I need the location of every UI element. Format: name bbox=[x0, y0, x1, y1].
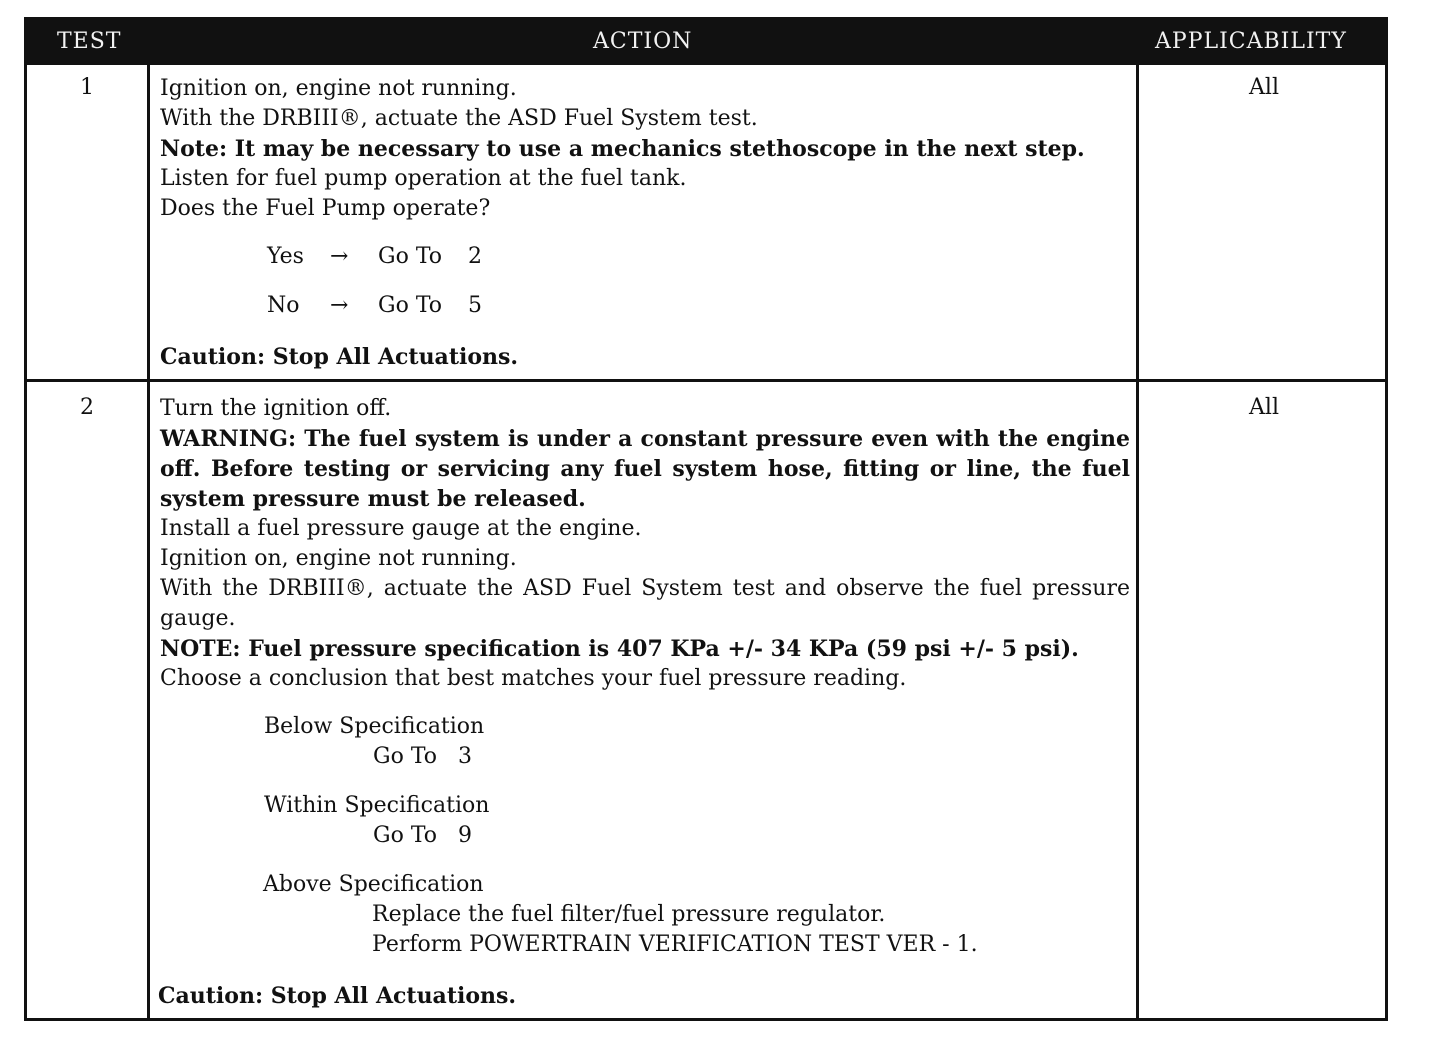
choice-goto: Go To bbox=[378, 244, 443, 269]
table-header bbox=[27, 20, 1385, 64]
conclusion-label: Below Specification bbox=[264, 714, 485, 739]
row-2-test-number: 2 bbox=[80, 395, 94, 420]
choice-target: 5 bbox=[468, 293, 482, 318]
arrow-icon: → bbox=[330, 244, 349, 269]
action-line: Listen for fuel pump operation at the fuel tank. bbox=[160, 166, 687, 191]
conclusion-label: Above Specification bbox=[263, 872, 484, 897]
row-divider bbox=[27, 379, 1385, 382]
choice-target: 2 bbox=[468, 244, 482, 269]
row-2-applicability: All bbox=[1249, 395, 1279, 420]
choice-goto: Go To bbox=[378, 293, 443, 318]
action-line: Does the Fuel Pump operate? bbox=[160, 196, 491, 221]
conclusion-detail: Go To 9 bbox=[373, 823, 472, 848]
row-2-caution: Caution: Stop All Actuations. bbox=[158, 983, 517, 1009]
header-test: TEST bbox=[57, 29, 122, 54]
row-1-action bbox=[160, 74, 1085, 224]
row-1-caution: Caution: Stop All Actuations. bbox=[160, 344, 519, 370]
header-action: ACTION bbox=[593, 29, 693, 54]
row-1-test-number: 1 bbox=[80, 75, 94, 100]
arrow-icon: → bbox=[330, 293, 349, 318]
action-note: NOTE: Fuel pressure specification is 407 KPa +/- 34 KPa (59 psi +/- 5 psi). bbox=[160, 636, 1079, 662]
choice-no-label: No bbox=[267, 293, 300, 318]
row-2-action bbox=[160, 394, 1130, 694]
conclusion-detail: Replace the fuel filter/fuel pressure regulator. bbox=[372, 902, 886, 927]
conclusion-detail: Perform POWERTRAIN VERIFICATION TEST VER - 1. bbox=[372, 932, 978, 957]
action-note: Note: It may be necessary to use a mechanics stethoscope in the next step. bbox=[160, 136, 1085, 162]
action-line: Ignition on, engine not running. bbox=[160, 76, 517, 101]
action-line: Install a fuel pressure gauge at the engine. bbox=[160, 516, 642, 541]
conclusion-label: Within Specification bbox=[264, 793, 490, 818]
header-applicability: APPLICABILITY bbox=[1155, 29, 1347, 54]
choice-yes-label: Yes bbox=[267, 244, 304, 269]
action-line: With the DRBIII®, actuate the ASD Fuel System test. bbox=[160, 106, 758, 131]
action-line: Choose a conclusion that best matches your fuel pressure reading. bbox=[160, 666, 907, 691]
header-divider bbox=[27, 62, 1385, 65]
column-divider bbox=[1136, 20, 1139, 1018]
action-line: Ignition on, engine not running. bbox=[160, 546, 517, 571]
row-1-applicability: All bbox=[1249, 75, 1279, 100]
action-line: With the DRBIII®, actuate the ASD Fuel System test and observe the fuel pressure gauge. bbox=[160, 576, 1130, 631]
diagnostic-table bbox=[24, 17, 1388, 1021]
column-divider bbox=[147, 20, 150, 1018]
action-line: Turn the ignition off. bbox=[160, 396, 392, 421]
action-warning: WARNING: The fuel system is under a constant pressure even with the engine off. Before testing or servicing any fuel system hose, fitting or line, the fuel system pressure must be released. bbox=[160, 426, 1130, 512]
conclusion-detail: Go To 3 bbox=[373, 744, 472, 769]
